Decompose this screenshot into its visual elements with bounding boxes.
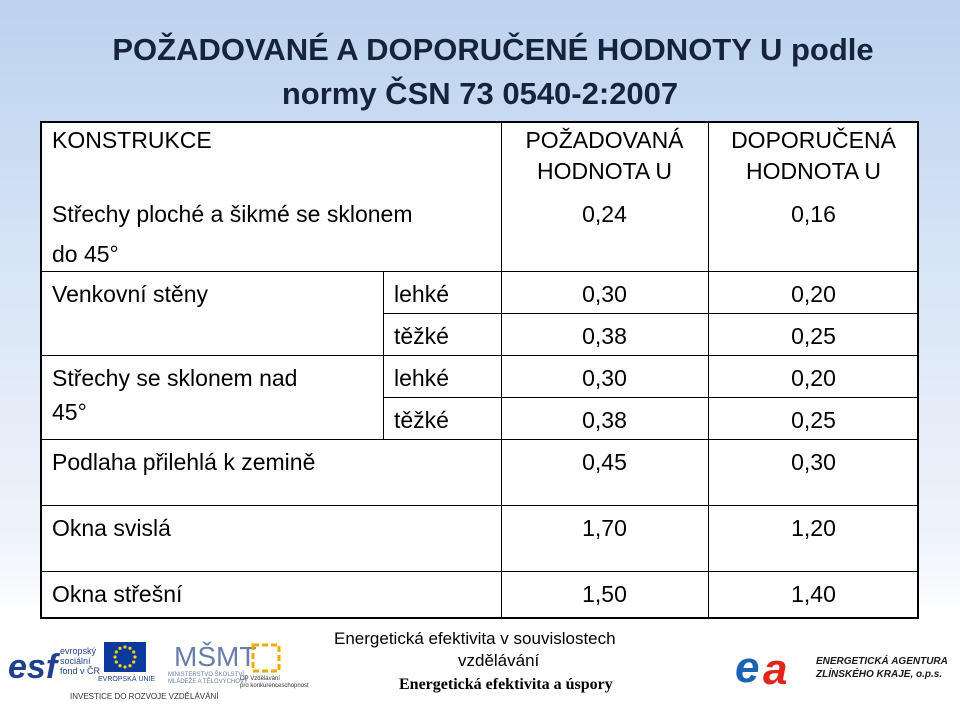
grid-line <box>42 571 919 572</box>
footer-center-line-1: Energetická efektivita v souvislostech <box>334 629 616 648</box>
req-value: 0,30 <box>582 365 627 391</box>
row-label: Podlaha přilehlá k zemině <box>52 449 316 475</box>
grid-line <box>42 271 919 272</box>
esf-text-1: evropský <box>60 646 97 656</box>
footer-center-line-2: vzdělávání <box>458 651 540 670</box>
row-sub: těžké <box>394 323 449 349</box>
req-value: 0,24 <box>582 201 627 227</box>
row-sub: lehké <box>394 281 449 307</box>
header-doporucena-l1: DOPORUČENÁ <box>731 127 896 153</box>
header-doporucena <box>708 123 919 187</box>
op-logo <box>250 642 282 674</box>
esf-text <box>60 646 100 676</box>
rec-value: 0,20 <box>791 281 836 307</box>
msmt-logo <box>170 638 257 672</box>
msmt-text <box>168 672 248 686</box>
agency-line-1: ENERGETICKÁ AGENTURA <box>816 656 948 667</box>
svg-text:a: a <box>763 645 788 694</box>
grid-line <box>383 397 919 398</box>
row-label: do 45° <box>52 241 119 267</box>
rec-value: 0,20 <box>791 365 836 391</box>
row-sub: těžké <box>394 407 449 433</box>
row-sub: lehké <box>394 365 449 391</box>
svg-text:MŠMT: MŠMT <box>174 641 257 672</box>
svg-text:esf: esf <box>8 648 58 686</box>
req-value: 0,38 <box>582 407 627 433</box>
svg-text:e: e <box>735 643 760 692</box>
req-value: 0,38 <box>582 323 627 349</box>
header-pozadovana-l1: POŽADOVANÁ <box>525 127 684 153</box>
row-label: Venkovní stěny <box>52 281 208 307</box>
title-line-2: normy ČSN 73 0540-2:2007 <box>281 76 679 111</box>
rec-value: 0,25 <box>791 407 836 433</box>
eu-text: EVROPSKÁ UNIE <box>98 676 156 683</box>
msmt-text-2: MLÁDEŽE A TĚLOVÝCHOVY <box>168 679 248 685</box>
rec-value: 0,30 <box>791 449 836 475</box>
row-label: Okna střešní <box>52 581 183 607</box>
op-text-1: OP Vzdělávání <box>240 676 280 682</box>
req-value: 1,50 <box>582 581 627 607</box>
grid-line <box>42 355 919 356</box>
grid-line <box>383 313 919 314</box>
msmt-text-1: MINISTERSTVO ŠKOLSTVÍ, <box>168 672 246 678</box>
esf-text-2: sociální <box>60 656 91 666</box>
req-value: 0,45 <box>582 449 627 475</box>
footer-center-line-3: Energetická efektivita a úspory <box>399 676 613 693</box>
title-line-1: POŽADOVANÉ A DOPORUČENÉ HODNOTY U podle <box>112 32 874 67</box>
invest-text: INVESTICE DO ROZVOJE VZDĚLÁVÁNÍ <box>70 692 219 701</box>
row-label: Okna svislá <box>52 515 171 541</box>
grid-line <box>383 271 384 439</box>
rec-value: 0,16 <box>791 201 836 227</box>
esf-text-3: fond v ČR <box>60 666 101 676</box>
row-label: Střechy se sklonem nad <box>52 365 298 391</box>
eu-flag-icon <box>104 642 146 672</box>
req-value: 1,70 <box>582 515 627 541</box>
grid-line <box>42 505 919 506</box>
ea-logo <box>735 640 805 692</box>
req-value: 0,30 <box>582 281 627 307</box>
header-pozadovana-l2: HODNOTA U <box>536 158 673 184</box>
header-doporucena-l2: HODNOTA U <box>745 158 882 184</box>
page-title <box>0 28 960 116</box>
rec-value: 0,25 <box>791 323 836 349</box>
header-pozadovana <box>501 123 708 187</box>
op-text <box>240 676 309 690</box>
footer <box>0 624 960 707</box>
row-label: 45° <box>52 399 87 425</box>
row-label: Střechy ploché a šikmé se sklonem <box>52 201 413 227</box>
op-text-2: pro konkurenceschopnost <box>240 683 309 689</box>
values-table <box>40 121 919 619</box>
grid-line <box>42 439 919 440</box>
rec-value: 1,20 <box>791 515 836 541</box>
header-konstrukce: KONSTRUKCE <box>52 127 212 153</box>
rec-value: 1,40 <box>791 581 836 607</box>
agency-line-2: ZLÍNSKÉHO KRAJE, o.p.s. <box>816 669 943 680</box>
